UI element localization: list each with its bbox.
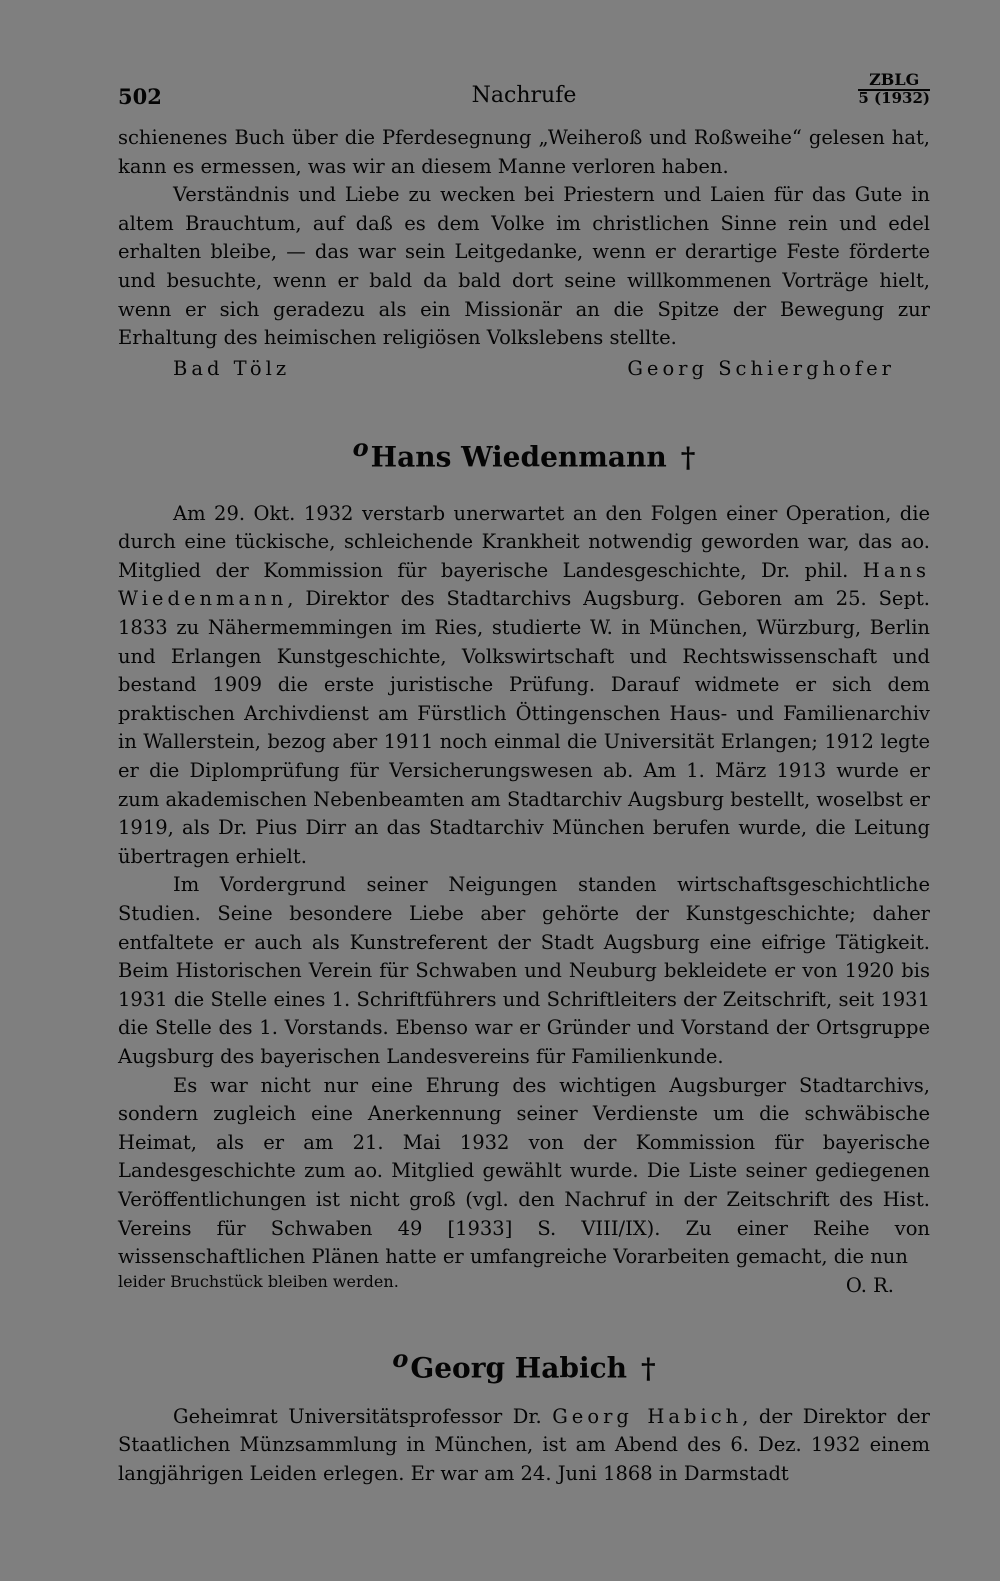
death-cross-icon: † — [680, 440, 696, 474]
margin-mark: o — [392, 1344, 409, 1374]
paragraph-text: , der Direktor der Staatlichen Münzsammlung in München, ist am Abend des 6. Dez. 1932 einem langjährigen Leiden erlegen. Er war am 24. Juni 1868 in Darmstadt — [118, 1404, 930, 1485]
signature-author: Georg Schierghofer — [627, 356, 895, 380]
wiedenmann-paragraph-3: Es war nicht nur eine Ehrung des wichtigen Augsburger Stadtarchivs, sondern zugleich eine Anerkennung seiner Verdienste um die schwäbische Heimat, als er am 21. Mai 1932 von der Kommission für bayerische Landesgeschichte zum ao. Mitglied gewählt wurde. Die Liste seiner gediegenen Veröffentlichungen ist nicht groß (vgl. den Nachruf in der Zeitschrift des Hist. Vereins für Schwaben 49 [1933] S. VIII/IX). Zu einer Reihe von wissenschaftlichen Plänen hatte er umfangreiche Vorarbeiten gemacht, die nun — [118, 1073, 930, 1269]
intro-signature — [118, 355, 930, 384]
death-cross-icon: † — [641, 1351, 656, 1385]
person-name: Hans Wiedenmann — [118, 558, 930, 611]
margin-mark: o — [352, 433, 369, 463]
wiedenmann-paragraph-2: Im Vordergrund seiner Neigungen standen wirtschaftsgeschichtliche Studien. Seine besondere Liebe aber gehörte der Kunstgeschichte; daher entfaltete er auch als Kunstreferent der Stadt Augsburg eine eifrige Tätigkeit. Beim Historischen Verein für Schwaben und Neuburg bekleidete er von 1920 bis 1931 die Stelle eines 1. Schriftführers und Schriftleiters der Zeitschrift, seit 1931 die Stelle des 1. Vorstands. Ebenso war er Gründer und Vorstand der Ortsgruppe Augsburg des bayerischen Landesvereins für Familienkunde. — [118, 873, 930, 1068]
author-initials: O. R. — [845, 1273, 894, 1297]
page-header — [118, 70, 930, 124]
paragraph-text: Am 29. Okt. 1932 verstarb unerwartet an den Folgen einer Operation, die durch eine tückische, schleichende Krankheit notwendig geworden war, das ao. Mitglied der Kommission für bayerische Landesgeschichte, Dr. phil. — [118, 501, 930, 582]
closing-text: leider Bruchstück bleiben werden. — [118, 1271, 399, 1291]
wiedenmann-closing-line — [118, 1272, 930, 1301]
habich-paragraph-1 — [118, 1403, 930, 1489]
page-number: 502 — [118, 84, 162, 109]
document-page — [118, 70, 930, 1488]
obituary-heading-wiedenmann — [118, 433, 930, 473]
intro-paragraph-2: Verständnis und Liebe zu wecken bei Priestern und Laien für das Gute in altem Brauchtum, auf daß es dem Volke im christlichen Sinne rein und edel erhalten bleibe, — das war sein Leitgedanke, wenn er derartige Feste förderte und besuchte, wenn er bald da bald dort seine willkommenen Vorträge hielt, wenn er sich geradezu als ein Missionär an die Spitze der Bewegung zur Erhaltung des heimischen religiösen Volkslebens stellte. — [118, 183, 930, 350]
journal-volume: 5 (1932) — [858, 88, 930, 107]
paragraph-text: Geheimrat Universitätsprofessor Dr. — [173, 1404, 553, 1428]
signature-place: Bad Tölz — [173, 356, 291, 380]
paragraph-text: , Direktor des Stadtarchivs Augsburg. Geboren am 25. Sept. 1833 zu Nähermemmingen im Ries, studierte W. in München, Würzburg, Berlin und Erlangen Kunstgeschichte, Volkswirtschaft und Rechtswissenschaft und bestand 1909 die erste juristische Prüfung. Darauf widmete er sich dem praktischen Archivdienst am Fürstlich Öttingenschen Haus- und Familienarchiv in Wallerstein, bezog aber 1911 noch einmal die Universität Erlangen; 1912 legte er die Diplomprüfung für Versicherungswesen ab. Am 1. März 1913 wurde er zum akademischen Nebenbeamten am Stadtarchiv Augsburg bestellt, woselbst er 1919, als Dr. Pius Dirr an das Stadtarchiv München berufen wurde, die Leitung übertragen erhielt. — [118, 587, 930, 868]
intro-paragraph-1: schienenes Buch über die Pferdesegnung „Weiheroß und Roßweihe“ gelesen hat, kann es ermessen, was wir an diesem Manne verloren haben. — [118, 126, 930, 178]
wiedenmann-paragraph-1 — [118, 500, 930, 872]
person-name: Georg Habich — [552, 1404, 743, 1428]
running-head: Nachrufe — [471, 83, 577, 108]
journal-reference — [858, 72, 930, 107]
obituary-title: Georg Habich — [410, 1351, 628, 1385]
journal-abbreviation: ZBLG — [858, 72, 930, 91]
obituary-heading-habich — [118, 1344, 930, 1384]
obituary-title: Hans Wiedenmann — [370, 440, 667, 474]
